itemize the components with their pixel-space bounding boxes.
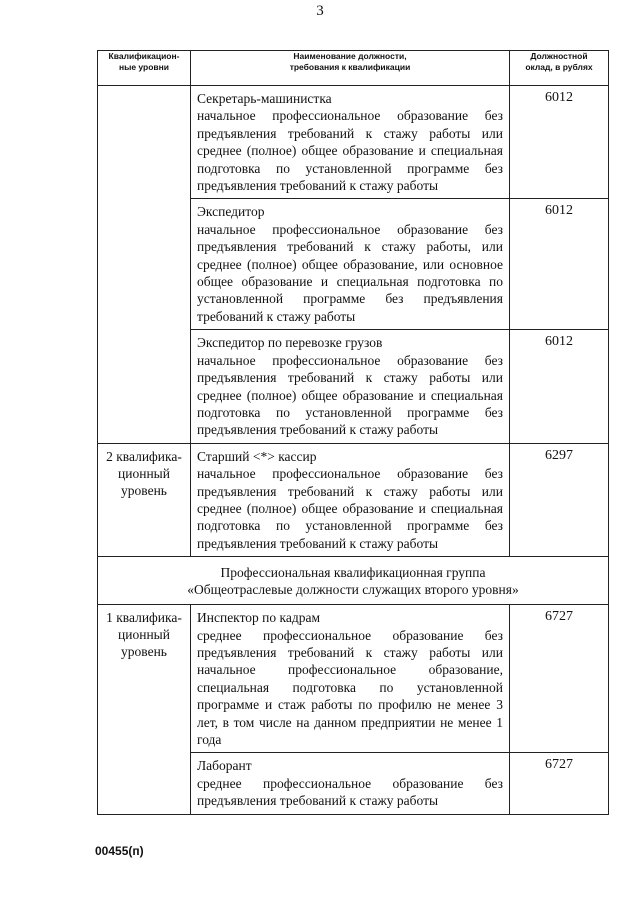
qualification-table — [97, 50, 609, 815]
level-cell — [98, 605, 191, 814]
page-number: 3 — [316, 3, 324, 19]
salary-cell: 6727 — [510, 605, 609, 753]
position-requirements: среднее профессиональное образование без предъявления требований к стажу работы — [197, 775, 503, 809]
position-requirements: начальное профессиональное образование без предъявления требований к стажу работы, или среднее (полное) общее образование, или основное общее образование и специальная подготовка по установленной программе без предъявления требований к стажу работы — [197, 221, 503, 324]
table-row — [98, 605, 609, 753]
position-requirements: начальное профессиональное образование без предъявления требований к стажу работы или среднее (полное) общее образование и специальная подготовка по установленной программе без предъявления требований к стажу работы — [197, 108, 503, 194]
group-heading — [98, 557, 609, 605]
position-title: Экспедитор — [197, 204, 265, 220]
position-requirements: начальное профессиональное образование без предъявления требований к стажу работы или среднее (полное) общее образование и специальная подготовка по установленной программе без предъявления требований к стажу работы — [197, 352, 503, 438]
position-title: Лаборант — [197, 758, 252, 774]
position-requirements: среднее профессиональное образование без предъявления требований к стажу работы или начальное профессиональное образование, специальная подготовка по установленной программе и стаж работы по профилю не менее 3 лет, в том числе на данном предприятии не менее 1 года — [197, 627, 503, 747]
header-salary — [510, 51, 609, 86]
header-position-text: Наименование должности, требования к квалификации — [289, 51, 411, 72]
position-cell — [191, 753, 510, 814]
position-cell — [191, 443, 510, 556]
level-cell — [98, 443, 191, 556]
header-position — [191, 51, 510, 86]
level-label: 1 квалифика- ционный уровень — [106, 610, 182, 660]
position-title: Старший <*> кассир — [197, 448, 317, 464]
header-level-text: Квалификацион- ные уровни — [108, 51, 180, 72]
table-header-row — [98, 51, 609, 86]
level-label: 2 квалифика- ционный уровень — [106, 448, 182, 498]
header-level — [98, 51, 191, 86]
position-cell — [191, 330, 510, 443]
document-code: 00455(п) — [95, 844, 144, 858]
table-row — [98, 443, 609, 556]
group-heading-row — [98, 557, 609, 605]
position-cell — [191, 605, 510, 753]
header-salary-text: Должностной оклад, в рублях — [525, 51, 593, 72]
salary-cell: 6012 — [510, 199, 609, 330]
position-title: Экспедитор по перевозке грузов — [197, 335, 383, 351]
table-row — [98, 86, 609, 199]
position-requirements: начальное профессиональное образование без предъявления требований к стажу работы или среднее (полное) общее образование и специальная подготовка по установленной программе без предъявления требований к стажу работы — [197, 466, 503, 551]
salary-cell: 6012 — [510, 330, 609, 443]
salary-cell: 6727 — [510, 753, 609, 814]
position-cell — [191, 199, 510, 330]
group-heading-text: Профессиональная квалификационная группа «Общеотраслевые должности служащих второго уровня» — [187, 565, 519, 598]
position-title: Инспектор по кадрам — [197, 610, 321, 626]
position-cell — [191, 86, 510, 199]
salary-cell: 6012 — [510, 86, 609, 199]
level-cell-empty — [98, 86, 191, 444]
position-title: Секретарь-машинистка — [197, 91, 332, 106]
salary-cell: 6297 — [510, 443, 609, 556]
